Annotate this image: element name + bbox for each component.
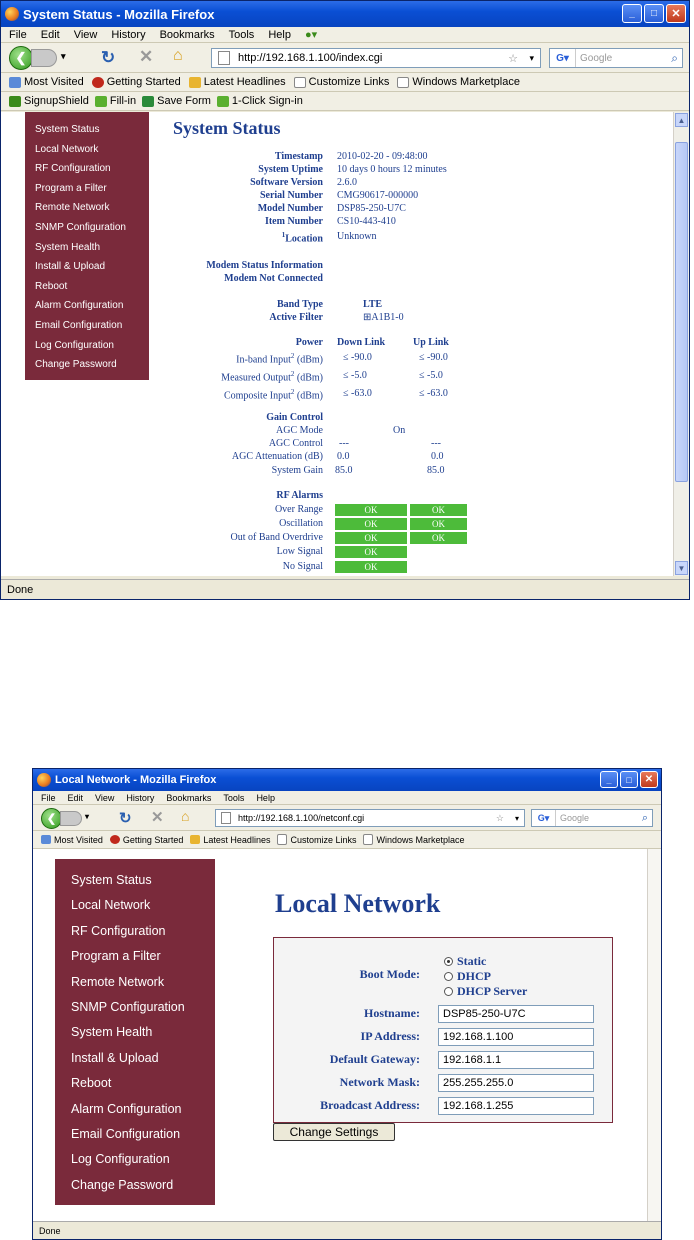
- page-icon: [218, 51, 230, 65]
- system-gain-down[interactable]: 85.0: [335, 465, 353, 476]
- no-signal-status: OK: [335, 561, 407, 573]
- sidebar-item-system-health[interactable]: System Health: [71, 1025, 153, 1040]
- shield-icon: [9, 96, 21, 107]
- agc-mode-label: AGC Mode: [276, 425, 323, 436]
- menu-view[interactable]: View: [73, 28, 98, 41]
- footnote-marker: 1: [281, 231, 286, 239]
- location-label: [282, 231, 323, 244]
- minimize-button[interactable]: _: [622, 4, 642, 23]
- search-placeholder: Google: [580, 52, 613, 64]
- inband-input-label: [236, 352, 323, 365]
- boot-mode-label: Boot Mode:: [359, 967, 420, 981]
- back-button[interactable]: ❮: [41, 808, 62, 829]
- stop-icon[interactable]: ✕: [139, 47, 154, 66]
- model-number-label: Model Number: [257, 203, 323, 214]
- search-placeholder: Google: [560, 813, 590, 823]
- bookmark-label: Windows Marketplace: [412, 76, 520, 88]
- sidebar-item-program-filter[interactable]: Program a Filter: [35, 182, 107, 194]
- stop-icon[interactable]: ✕: [151, 809, 164, 826]
- band-type-value: LTE: [363, 299, 383, 310]
- sidebar-item-snmp-configuration[interactable]: SNMP Configuration: [35, 221, 126, 233]
- radio-static[interactable]: [444, 954, 486, 969]
- sidebar-item-local-network[interactable]: Local Network: [35, 143, 99, 155]
- hostname-label: Hostname:: [364, 1006, 420, 1020]
- power-row-label: Composite Input: [223, 390, 291, 402]
- agc-mode-value: On: [393, 425, 406, 436]
- firefox-icon: [37, 773, 51, 787]
- sidebar-item-snmp-configuration[interactable]: SNMP Configuration: [71, 999, 185, 1014]
- change-settings-button[interactable]: Change Settings: [273, 1123, 395, 1141]
- addon-toolbar: [1, 92, 689, 111]
- out-of-band-label: Out of Band Overdrive: [230, 532, 323, 543]
- dropdown-icon[interactable]: ▾: [61, 51, 66, 61]
- reload-icon[interactable]: ↻: [101, 48, 116, 67]
- oscillation-label: Oscillation: [279, 518, 323, 529]
- agc-attenuation-down: 0.0: [337, 451, 350, 462]
- google-icon[interactable]: G▾: [550, 49, 576, 67]
- band-type-label: Band Type: [276, 299, 323, 310]
- sidebar-item-email-configuration[interactable]: Email Configuration: [71, 1126, 181, 1141]
- close-button[interactable]: ✕: [666, 4, 686, 23]
- forward-button[interactable]: [60, 811, 82, 826]
- broadcast-address-input[interactable]: 192.168.1.255: [438, 1097, 594, 1115]
- out-of-band-down-status: OK: [335, 532, 407, 544]
- hostname-input[interactable]: DSP85-250-U7C: [438, 1005, 594, 1023]
- firefox-bookmark-icon: [92, 77, 104, 88]
- measured-output-down[interactable]: ≤ -5.0: [343, 370, 367, 381]
- software-version-label: Software Version: [250, 177, 323, 188]
- sidebar-item-install-upload[interactable]: Install & Upload: [71, 1050, 159, 1065]
- agc-control-down: ---: [339, 438, 349, 449]
- sidebar-item-system-status[interactable]: System Status: [35, 124, 100, 135]
- scroll-down-arrow[interactable]: ▼: [675, 561, 688, 575]
- footnote-marker: 2: [290, 352, 295, 360]
- agc-attenuation-up: 0.0: [431, 451, 444, 462]
- sidebar-item-change-password[interactable]: Change Password: [71, 1177, 174, 1192]
- menu-bookmarks[interactable]: Bookmarks: [166, 792, 212, 803]
- sidebar-item-change-password[interactable]: Change Password: [35, 359, 117, 371]
- oscillation-down-status: OK: [335, 518, 407, 530]
- over-range-down-status: OK: [335, 504, 407, 516]
- key-icon: [217, 96, 229, 107]
- bookmark-label: Windows Marketplace: [376, 834, 465, 845]
- bookmark-getting-started[interactable]: [92, 76, 181, 88]
- bookmark-getting-started[interactable]: [110, 835, 184, 845]
- menu-edit[interactable]: Edit: [40, 28, 60, 41]
- bookmark-label: Most Visited: [54, 834, 103, 845]
- page-icon: [294, 77, 306, 88]
- power-unit: (dBm): [294, 390, 323, 402]
- oscillation-up-status: OK: [410, 518, 467, 530]
- bookmark-label: Customize Links: [290, 834, 357, 845]
- composite-input-down[interactable]: ≤ -63.0: [343, 388, 372, 399]
- serial-number-value: CMG90617-000000: [337, 190, 419, 201]
- ip-address-label: IP Address:: [360, 1029, 420, 1043]
- bookmarks-toolbar: [33, 831, 661, 849]
- sidebar-item-system-health[interactable]: System Health: [35, 241, 101, 253]
- radio-dhcp-server-label: DHCP Server: [457, 984, 528, 998]
- page-icon: [363, 834, 373, 845]
- agc-control-up: ---: [431, 438, 441, 449]
- menu-file[interactable]: File: [41, 792, 56, 803]
- power-unit: (dBm): [294, 354, 323, 366]
- power-row-label: Measured Output: [221, 372, 291, 384]
- radio-dhcp[interactable]: [444, 969, 491, 984]
- sidebar-nav: [25, 112, 149, 380]
- sidebar-nav: [55, 859, 215, 1205]
- active-filter-label: Active Filter: [269, 312, 323, 323]
- addon-icon[interactable]: ●▾: [304, 29, 318, 41]
- search-icon[interactable]: ⌕: [671, 50, 678, 65]
- modem-status-value: Modem Not Connected: [224, 273, 323, 284]
- scroll-up-arrow[interactable]: ▲: [675, 113, 688, 127]
- status-text: Done: [7, 583, 34, 596]
- measured-output-label: [221, 370, 323, 383]
- page-content: [1, 112, 673, 576]
- rss-folder-icon: [189, 77, 201, 88]
- back-button[interactable]: ❮: [9, 46, 33, 70]
- toolbar-label: 1-Click Sign-in: [231, 95, 303, 107]
- radio-dhcp-label: DHCP: [457, 969, 491, 983]
- window-title: System Status - Mozilla Firefox: [23, 6, 215, 22]
- navigation-toolbar: [1, 43, 689, 73]
- uplink-header: Up Link: [413, 337, 449, 348]
- bookmark-label: Getting Started: [106, 76, 181, 88]
- bookmarks-toolbar: [1, 73, 689, 92]
- item-number-label: Item Number: [264, 216, 323, 227]
- software-version-value: 2.6.0: [337, 177, 357, 188]
- url-text: http://192.168.1.100/netconf.cgi: [238, 813, 365, 823]
- folder-icon: [41, 835, 51, 844]
- search-icon[interactable]: ⌕: [641, 811, 648, 824]
- search-box[interactable]: [549, 48, 683, 68]
- composite-input-label: [224, 388, 323, 401]
- low-signal-status: OK: [335, 546, 407, 558]
- radio-dhcp-server[interactable]: [444, 984, 527, 999]
- status-text: Done: [39, 1225, 61, 1236]
- search-box[interactable]: [531, 809, 653, 827]
- menu-edit[interactable]: Edit: [67, 792, 84, 803]
- out-of-band-up-status: OK: [410, 532, 467, 544]
- measured-output-up[interactable]: ≤ -5.0: [419, 370, 443, 381]
- star-icon[interactable]: ☆: [495, 812, 504, 823]
- network-mask-input[interactable]: 255.255.255.0: [438, 1074, 594, 1092]
- menu-tools[interactable]: Tools: [228, 28, 255, 41]
- menu-help[interactable]: Help: [268, 28, 291, 41]
- one-click-signin-button[interactable]: [217, 95, 303, 107]
- menu-history[interactable]: History: [126, 792, 155, 803]
- radio-button-selected[interactable]: [444, 957, 453, 966]
- bookmark-customize-links[interactable]: [294, 76, 390, 88]
- address-bar[interactable]: [215, 809, 525, 827]
- radio-button[interactable]: [444, 987, 453, 996]
- power-unit: (dBm): [294, 372, 323, 384]
- bookmark-label: Latest Headlines: [203, 834, 271, 845]
- timestamp-label: Timestamp: [274, 151, 323, 162]
- sidebar-item-install-upload[interactable]: Install & Upload: [35, 261, 106, 273]
- status-bar: [1, 579, 689, 599]
- dropdown-icon[interactable]: ▾: [85, 812, 90, 821]
- reload-icon[interactable]: ↻: [119, 810, 132, 827]
- bookmark-most-visited[interactable]: [41, 835, 103, 845]
- home-icon[interactable]: ⌂: [181, 808, 190, 824]
- location-value: Unknown: [337, 231, 377, 242]
- maximize-button[interactable]: □: [620, 771, 638, 788]
- bookmark-latest-headlines[interactable]: [189, 76, 286, 88]
- sidebar-item-alarm-configuration[interactable]: Alarm Configuration: [35, 300, 124, 312]
- maximize-button[interactable]: □: [644, 4, 664, 23]
- url-dropdown-icon[interactable]: ▾: [529, 52, 534, 63]
- sidebar-item-rf-configuration[interactable]: RF Configuration: [35, 163, 111, 175]
- window-title: Local Network - Mozilla Firefox: [55, 774, 217, 786]
- default-gateway-label: Default Gateway:: [329, 1052, 420, 1066]
- url-dropdown-icon[interactable]: ▾: [514, 813, 519, 823]
- address-bar[interactable]: [211, 48, 541, 68]
- menu-view[interactable]: View: [95, 792, 115, 803]
- over-range-label: Over Range: [274, 504, 323, 515]
- vertical-scrollbar[interactable]: [647, 849, 661, 1221]
- save-icon: [142, 96, 154, 107]
- navigation-toolbar: [33, 805, 661, 831]
- footnote-marker: 2: [290, 388, 295, 396]
- system-gain-up[interactable]: 85.0: [427, 465, 445, 476]
- toolbar-label: Fill-in: [109, 95, 137, 107]
- bookmark-most-visited[interactable]: [9, 76, 84, 88]
- ip-address-input[interactable]: 192.168.1.100: [438, 1028, 594, 1046]
- sidebar-item-remote-network[interactable]: Remote Network: [71, 974, 165, 989]
- title-bar: [1, 1, 689, 27]
- page-icon: [397, 77, 409, 88]
- network-settings-form: [273, 937, 613, 1123]
- url-text: http://192.168.1.100/index.cgi: [238, 52, 383, 64]
- status-bar: [33, 1221, 661, 1239]
- power-header: Power: [295, 337, 323, 348]
- page-title: Local Network: [275, 889, 441, 918]
- google-icon[interactable]: G▾: [532, 810, 556, 826]
- bookmark-label: Most Visited: [24, 76, 84, 88]
- rss-folder-icon: [190, 835, 200, 844]
- network-mask-label: Network Mask:: [339, 1075, 420, 1089]
- item-number-value: CS10-443-410: [337, 216, 396, 227]
- composite-input-up[interactable]: ≤ -63.0: [419, 388, 448, 399]
- low-signal-label: Low Signal: [276, 546, 323, 557]
- sidebar-item-email-configuration[interactable]: Email Configuration: [35, 319, 123, 331]
- menu-history[interactable]: History: [111, 28, 146, 41]
- sidebar-item-reboot[interactable]: Reboot: [71, 1076, 112, 1091]
- forward-button[interactable]: [31, 49, 57, 67]
- gain-control-title: Gain Control: [266, 412, 323, 423]
- bookmark-windows-marketplace[interactable]: [397, 76, 520, 88]
- home-icon[interactable]: ⌂: [173, 47, 183, 64]
- sidebar-item-log-configuration[interactable]: Log Configuration: [71, 1152, 170, 1167]
- page-title: System Status: [173, 118, 281, 138]
- firefox-bookmark-icon: [110, 835, 120, 844]
- over-range-up-status: OK: [410, 504, 467, 516]
- inband-input-down[interactable]: ≤ -90.0: [343, 352, 372, 363]
- title-bar: [33, 769, 661, 791]
- page-content: [33, 849, 661, 1221]
- agc-control-label: AGC Control: [268, 438, 323, 449]
- pen-icon: [95, 96, 107, 107]
- sidebar-item-local-network[interactable]: Local Network: [71, 898, 151, 913]
- inband-input-up[interactable]: ≤ -90.0: [419, 352, 448, 363]
- bookmark-label: Latest Headlines: [203, 76, 286, 88]
- modem-status-title: Modem Status Information: [206, 260, 323, 271]
- menu-file[interactable]: File: [9, 28, 27, 41]
- agc-attenuation-label: AGC Attenuation (dB): [231, 451, 323, 462]
- menu-help[interactable]: Help: [256, 792, 275, 803]
- toolbar-label: Save Form: [157, 95, 211, 107]
- uptime-label: System Uptime: [258, 164, 323, 175]
- bookmark-label: Customize Links: [308, 76, 390, 88]
- no-signal-label: No Signal: [282, 561, 323, 572]
- folder-icon: [9, 77, 21, 88]
- menu-bar: [33, 791, 661, 805]
- browser-window-local-network: [32, 768, 662, 1240]
- serial-number-label: Serial Number: [259, 190, 323, 201]
- radio-static-label: Static: [457, 954, 487, 968]
- sidebar-item-system-status[interactable]: System Status: [71, 873, 152, 887]
- sidebar-item-remote-network[interactable]: Remote Network: [35, 202, 110, 214]
- sidebar-item-log-configuration[interactable]: Log Configuration: [35, 339, 114, 351]
- location-label-text: Location: [285, 233, 323, 245]
- sidebar-item-rf-configuration[interactable]: RF Configuration: [71, 923, 166, 938]
- footnote-marker: 2: [290, 370, 295, 378]
- downlink-header: Down Link: [337, 337, 386, 348]
- menu-bookmarks[interactable]: Bookmarks: [159, 28, 215, 41]
- minimize-button[interactable]: _: [600, 771, 618, 788]
- radio-button[interactable]: [444, 972, 453, 981]
- bookmark-customize-links[interactable]: [277, 834, 356, 845]
- bookmark-label: Getting Started: [122, 834, 184, 845]
- default-gateway-input[interactable]: 192.168.1.1: [438, 1051, 594, 1069]
- broadcast-address-label: Broadcast Address:: [320, 1098, 420, 1112]
- menu-bar: [1, 27, 689, 43]
- close-button[interactable]: ✕: [640, 771, 658, 788]
- scroll-thumb[interactable]: [675, 142, 688, 482]
- browser-window-system-status: [0, 0, 690, 600]
- page-icon: [277, 834, 287, 845]
- firefox-icon: [5, 7, 19, 21]
- active-filter-value[interactable]: ⊞A1B1-0: [363, 312, 404, 323]
- page-icon: [221, 812, 231, 824]
- bookmark-windows-marketplace[interactable]: [363, 834, 464, 845]
- uptime-value: 10 days 0 hours 12 minutes: [337, 164, 447, 175]
- rf-alarms-title: RF Alarms: [276, 490, 323, 501]
- vertical-scrollbar[interactable]: [673, 112, 689, 576]
- power-row-label: In-band Input: [236, 354, 291, 366]
- toolbar-label: SignupShield: [24, 95, 89, 107]
- menu-tools[interactable]: Tools: [223, 792, 245, 803]
- bookmark-latest-headlines[interactable]: [190, 835, 270, 845]
- sidebar-item-reboot[interactable]: Reboot: [35, 280, 68, 292]
- sidebar-item-program-filter[interactable]: Program a Filter: [71, 949, 161, 964]
- sidebar-item-alarm-configuration[interactable]: Alarm Configuration: [71, 1101, 182, 1116]
- save-form-button[interactable]: [142, 95, 211, 107]
- star-icon[interactable]: ☆: [508, 52, 518, 65]
- fill-in-button[interactable]: [95, 95, 136, 107]
- signupshield-button[interactable]: [9, 95, 89, 107]
- timestamp-value: 2010-02-20 - 09:48:00: [337, 151, 428, 162]
- system-gain-label: System Gain: [271, 465, 323, 476]
- model-number-value: DSP85-250-U7C: [337, 203, 406, 214]
